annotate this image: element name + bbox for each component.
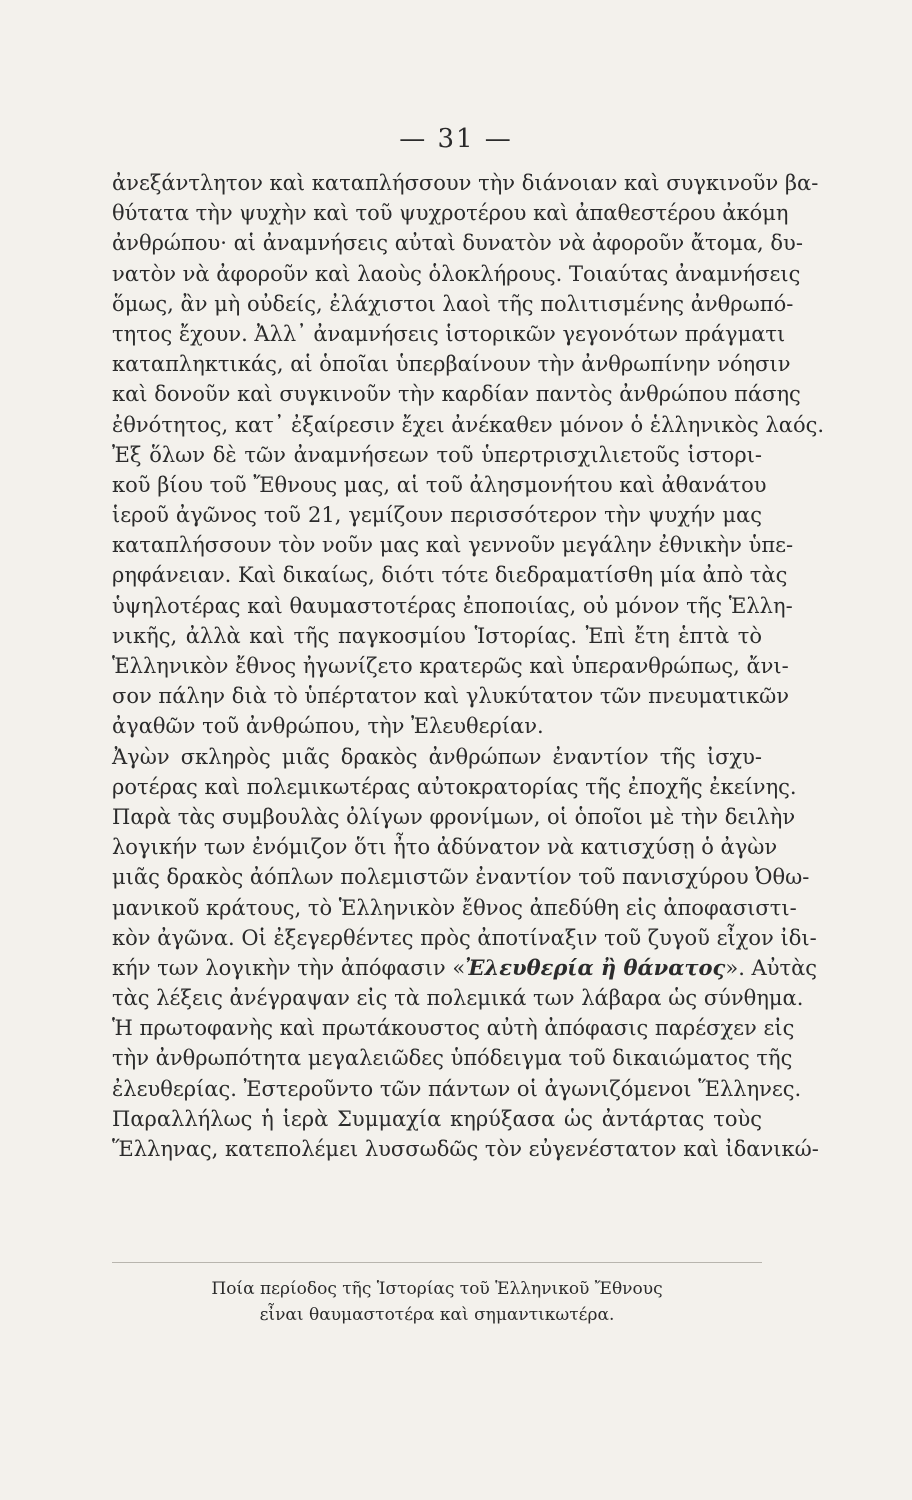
text-line: κὸν ἀγῶνα. Οἱ ἐξεγερθέντες πρὸς ἀποτίναξιν τοῦ ζυγοῦ εἶχον ἰδι- xyxy=(112,925,817,950)
text-line: ἐθνότητος, κατ᾽ ἐξαίρεσιν ἔχει ἀνέκαθεν μόνον ὁ ἑλληνικὸς λαός. xyxy=(112,412,825,437)
text-line: Ἀγὼν σκληρὸς μιᾶς δρακὸς ἀνθρώπων ἐναντίον τῆς ἰσχυ- xyxy=(112,744,762,769)
motto-emphasis: Ἐλευθερία ἢ θάνατος xyxy=(465,954,726,980)
text-line: νατὸν νὰ ἀφοροῦν καὶ λαοὺς ὁλοκλήρους. Τοιαύτας ἀναμνήσεις xyxy=(112,261,801,286)
footnote-line: Ποία περίοδος τῆς Ἱστορίας τοῦ Ἑλληνικοῦ Ἔθνους xyxy=(211,1279,663,1299)
text-line: Ἡ πρωτοφανὴς καὶ πρωτάκουστος αὐτὴ ἀπόφασις παρέσχεν εἰς xyxy=(112,1016,795,1041)
page-number: — 31 — xyxy=(399,124,513,154)
text-line: Ἑλληνικὸν ἔθνος ἠγωνίζετο κρατερῶς καὶ ὑπερανθρώπως, ἄνι- xyxy=(112,654,789,678)
text-line: Παραλλήλως ἡ ἱερὰ Συμμαχία κηρύξασα ὡς ἀντάρτας τοὺς xyxy=(112,1106,762,1131)
text-line: θύτατα τὴν ψυχὴν καὶ τοῦ ψυχροτέρου καὶ ἀπαθεστέρου ἀκόμη xyxy=(112,201,789,226)
text-line: ρηφάνειαν. Καὶ δικαίως, διότι τότε διεδραματίσθη μία ἀπὸ τὰς xyxy=(112,563,788,588)
text-line: Ἐξ ὅλων δὲ τῶν ἀναμνήσεων τοῦ ὑπερτρισχιλιετοῦς ἱστορι- xyxy=(112,442,762,467)
motto-prefix: κήν των λογικὴν τὴν ἀπόφασιν « xyxy=(112,955,466,980)
motto-suffix: ». Αὐτὰς xyxy=(725,955,818,980)
text-line: καὶ δονοῦν καὶ συγκινοῦν τὴν καρδίαν παντὸς ἀνθρώπου πάσης xyxy=(112,382,801,407)
text-line: καταπληκτικάς, αἱ ὁποῖαι ὑπερβαίνουν τὴν ἀνθρωπίνην νόησιν xyxy=(112,352,791,377)
text-line: ὅμως, ἂν μὴ οὐδείς, ἐλάχιστοι λαοὶ τῆς πολιτισμένης ἀνθρωπό- xyxy=(112,291,794,316)
text-line: τητος ἔχουν. Ἀλλ᾽ ἀναμνήσεις ἱστορικῶν γεγονότων πράγματι xyxy=(112,321,786,346)
text-line: μιᾶς δρακὸς ἀόπλων πολεμιστῶν ἐναντίον τοῦ πανισχύρου Ὀθω- xyxy=(112,865,810,890)
text-line: νικῆς, ἀλλὰ καὶ τῆς παγκοσμίου Ἱστορίας. Ἐπὶ ἔτη ἑπτὰ τὸ xyxy=(112,623,762,648)
text-line: λογικήν των ἐνόμιζον ὅτι ἦτο ἀδύνατον νὰ κατισχύσῃ ὁ ἀγὼν xyxy=(112,835,778,860)
text-line: ροτέρας καὶ πολεμικωτέρας αὐτοκρατορίας τῆς ἐποχῆς ἐκείνης. xyxy=(112,774,797,799)
footnote-divider xyxy=(112,1262,762,1263)
text-line: τὴν ἀνθρωπότητα μεγαλειῶδες ὑπόδειγμα τοῦ δικαιώματος τῆς xyxy=(112,1046,793,1071)
text-line: ἀνεξάντλητον καὶ καταπλήσσουν τὴν διάνοιαν καὶ συγκινοῦν βα- xyxy=(112,171,819,195)
text-line: ὑψηλοτέρας καὶ θαυμαστοτέρας ἐποποιίας, οὐ μόνον τῆς Ἑλλη- xyxy=(112,593,793,618)
text-line: σον πάλην διὰ τὸ ὑπέρτατον καὶ γλυκύτατον τῶν πνευματικῶν xyxy=(112,684,790,709)
text-line: ἀνθρώπου· αἱ ἀναμνήσεις αὐταὶ δυνατὸν νὰ ἀφοροῦν ἄτομα, δυ- xyxy=(112,231,803,256)
text-line-motto xyxy=(112,953,818,983)
footnote xyxy=(112,1276,762,1328)
text-line: μανικοῦ κράτους, τὸ Ἑλληνικὸν ἔθνος ἀπεδύθη εἰς ἀποφασιστι- xyxy=(112,895,797,920)
body-text xyxy=(112,168,825,1164)
text-line: ἱεροῦ ἀγῶνος τοῦ 21, γεμίζουν περισσότερον τὴν ψυχήν μας xyxy=(112,503,762,528)
text-line: Παρὰ τὰς συμβουλὰς ὀλίγων φρονίμων, οἱ ὁποῖοι μὲ τὴν δειλὴν xyxy=(112,804,796,829)
text-line: καταπλήσσουν τὸν νοῦν μας καὶ γεννοῦν μεγάλην ἐθνικὴν ὑπε- xyxy=(112,533,794,558)
text-line: ἐλευθερίας. Ἐστεροῦντο τῶν πάντων οἱ ἀγωνιζόμενοι Ἕλληνες. xyxy=(112,1076,802,1101)
text-line: κοῦ βίου τοῦ Ἔθνους μας, αἱ τοῦ ἀλησμονήτου καὶ ἀθανάτου xyxy=(112,472,767,497)
text-line: τὰς λέξεις ἀνέγραψαν εἰς τὰ πολεμικά των λάβαρα ὡς σύνθημα. xyxy=(112,986,804,1011)
text-line: ἀγαθῶν τοῦ ἀνθρώπου, τὴν Ἐλευθερίαν. xyxy=(112,714,544,739)
footnote-line: εἶναι θαυμαστοτέρα καὶ σημαντικωτέρα. xyxy=(259,1305,615,1325)
text-line: Ἕλληνας, κατεπολέμει λυσσωδῶς τὸν εὐγενέστατον καὶ ἰδανικώ- xyxy=(112,1137,819,1161)
